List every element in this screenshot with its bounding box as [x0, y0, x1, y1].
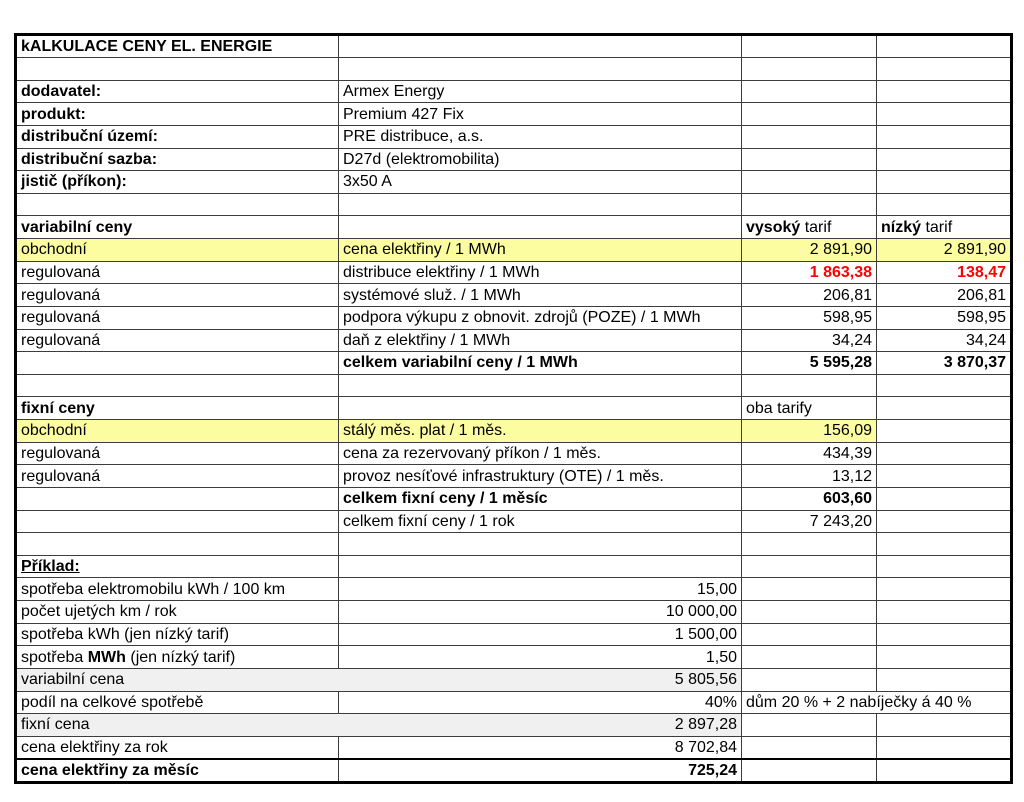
info-row-dodavatel [16, 80, 1012, 103]
empty-cell [877, 193, 1012, 216]
example-row-mwh [16, 646, 1012, 669]
empty-cell [877, 668, 1012, 691]
example-row [16, 601, 1012, 624]
tariff-word: tarif [921, 218, 953, 236]
fixed-total-year-row [16, 510, 1012, 533]
example-label [16, 646, 339, 669]
empty-cell [877, 103, 1012, 126]
total-value: 7 243,20 [742, 510, 877, 533]
total-description: celkem fixní ceny / 1 rok [339, 510, 742, 533]
empty-cell [877, 533, 1012, 556]
empty-cell [16, 193, 339, 216]
example-label: spotřeba kWh (jen nízký tarif) [16, 623, 339, 646]
info-row-jistic [16, 171, 1012, 194]
empty-cell [742, 555, 877, 578]
empty-cell [339, 397, 742, 420]
variable-total-row [16, 352, 1012, 375]
price-high: 598,95 [742, 306, 877, 329]
info-row-uzemi [16, 125, 1012, 148]
empty-cell [877, 35, 1012, 58]
empty-cell [877, 442, 1012, 465]
variable-header-row [16, 216, 1012, 239]
total-high: 5 595,28 [742, 352, 877, 375]
low-tariff-header [877, 216, 1012, 239]
spacer-row [16, 533, 1012, 556]
empty-cell [16, 533, 339, 556]
price-category: obchodní [16, 239, 339, 262]
example-row [16, 623, 1012, 646]
empty-cell [742, 148, 877, 171]
example-row [16, 578, 1012, 601]
price-value: 13,12 [742, 465, 877, 488]
info-label: produkt: [16, 103, 339, 126]
empty-cell [339, 374, 742, 397]
price-description: distribuce elektřiny / 1 MWh [339, 261, 742, 284]
price-row [16, 420, 1012, 443]
example-label: podíl na celkové spotřebě [16, 691, 339, 714]
empty-cell [877, 125, 1012, 148]
price-category: regulovaná [16, 261, 339, 284]
example-label: cena elektřiny za měsíc [16, 759, 339, 783]
empty-cell [16, 487, 339, 510]
price-category: regulovaná [16, 465, 339, 488]
tariff-word: tarif [800, 218, 832, 236]
both-tariffs-header: oba tarify [742, 397, 877, 420]
label-bold: MWh [87, 648, 126, 666]
fixed-header-row [16, 397, 1012, 420]
empty-cell [877, 397, 1012, 420]
price-value: 434,39 [742, 442, 877, 465]
price-description: cena za rezervovaný příkon / 1 měs. [339, 442, 742, 465]
example-header-row [16, 555, 1012, 578]
empty-cell [16, 374, 339, 397]
empty-cell [742, 759, 877, 783]
empty-cell [742, 58, 877, 81]
price-description: systémové služ. / 1 MWh [339, 284, 742, 307]
fixed-total-month-row [16, 487, 1012, 510]
empty-cell [339, 193, 742, 216]
price-description: provoz nesíťové infrastruktury (OTE) / 1 měs. [339, 465, 742, 488]
empty-cell [742, 578, 877, 601]
empty-cell [339, 216, 742, 239]
empty-cell [877, 148, 1012, 171]
spacer-row [16, 374, 1012, 397]
info-value: D27d (elektromobilita) [339, 148, 742, 171]
example-value: 8 702,84 [339, 736, 742, 759]
price-row [16, 329, 1012, 352]
price-low: 206,81 [877, 284, 1012, 307]
price-low: 2 891,90 [877, 239, 1012, 262]
price-description: stálý měs. plat / 1 měs. [339, 420, 742, 443]
share-note: dům 20 % + 2 nabíječky á 40 % [742, 691, 1012, 714]
example-header [16, 555, 339, 578]
price-category: regulovaná [16, 329, 339, 352]
empty-cell [877, 601, 1012, 624]
price-high: 1 863,38 [742, 261, 877, 284]
merged-label-value-cell [16, 668, 742, 691]
price-category: regulovaná [16, 284, 339, 307]
calculation-table [14, 33, 1013, 784]
empty-cell [339, 555, 742, 578]
example-label: cena elektřiny za rok [16, 736, 339, 759]
empty-cell [339, 35, 742, 58]
price-category: obchodní [16, 420, 339, 443]
info-value: Premium 427 Fix [339, 103, 742, 126]
price-row [16, 306, 1012, 329]
price-row [16, 442, 1012, 465]
section-header: fixní ceny [16, 397, 339, 420]
example-value: 10 000,00 [339, 601, 742, 624]
info-label: distribuční území: [16, 125, 339, 148]
low-tariff-word: nízký [881, 218, 922, 236]
empty-cell [742, 714, 877, 737]
empty-cell [877, 465, 1012, 488]
price-low: 598,95 [877, 306, 1012, 329]
empty-cell [877, 623, 1012, 646]
example-value: 725,24 [339, 759, 742, 783]
empty-cell [877, 80, 1012, 103]
info-value: Armex Energy [339, 80, 742, 103]
empty-cell [742, 125, 877, 148]
example-month-row [16, 759, 1012, 783]
price-row [16, 465, 1012, 488]
example-value: 1 500,00 [339, 623, 742, 646]
high-tariff-header [742, 216, 877, 239]
empty-cell [742, 736, 877, 759]
empty-cell [16, 58, 339, 81]
total-description: celkem fixní ceny / 1 měsíc [339, 487, 742, 510]
info-row-produkt [16, 103, 1012, 126]
price-category: regulovaná [16, 306, 339, 329]
spreadsheet [14, 33, 1013, 784]
empty-cell [339, 58, 742, 81]
empty-cell [877, 736, 1012, 759]
spacer-row [16, 193, 1012, 216]
info-label: dodavatel: [16, 80, 339, 103]
empty-cell [877, 759, 1012, 783]
price-row [16, 284, 1012, 307]
empty-cell [742, 668, 877, 691]
total-low: 3 870,37 [877, 352, 1012, 375]
empty-cell [877, 374, 1012, 397]
info-value: 3x50 A [339, 171, 742, 194]
price-row [16, 261, 1012, 284]
empty-cell [877, 510, 1012, 533]
price-high: 206,81 [742, 284, 877, 307]
example-variable-total-row [16, 668, 1012, 691]
empty-cell [877, 578, 1012, 601]
example-year-row [16, 736, 1012, 759]
price-description: cena elektřiny / 1 MWh [339, 239, 742, 262]
example-value: 1,50 [339, 646, 742, 669]
spacer-row [16, 58, 1012, 81]
total-description: celkem variabilní ceny / 1 MWh [339, 352, 742, 375]
empty-cell [16, 352, 339, 375]
example-value: 5 805,56 [674, 671, 737, 689]
empty-cell [742, 35, 877, 58]
example-label: fixní cena [21, 716, 90, 734]
empty-cell [877, 555, 1012, 578]
total-value: 603,60 [742, 487, 877, 510]
empty-cell [877, 171, 1012, 194]
price-value: 156,09 [742, 420, 877, 443]
empty-cell [742, 533, 877, 556]
example-label: variabilní cena [21, 671, 125, 689]
example-fixed-total-row [16, 714, 1012, 737]
empty-cell [877, 646, 1012, 669]
empty-cell [742, 80, 877, 103]
price-low: 34,24 [877, 329, 1012, 352]
empty-cell [877, 58, 1012, 81]
high-tariff-word: vysoký [746, 218, 801, 236]
page-title: kALKULACE CENY EL. ENERGIE [16, 35, 339, 58]
example-label: spotřeba elektromobilu kWh / 100 km [16, 578, 339, 601]
example-value: 15,00 [339, 578, 742, 601]
empty-cell [742, 103, 877, 126]
example-value: 40% [339, 691, 742, 714]
price-description: podpora výkupu z obnovit. zdrojů (POZE) / 1 MWh [339, 306, 742, 329]
label-pre: spotřeba [21, 648, 88, 666]
price-row [16, 239, 1012, 262]
info-value: PRE distribuce, a.s. [339, 125, 742, 148]
empty-cell [742, 171, 877, 194]
price-high: 34,24 [742, 329, 877, 352]
example-label: počet ujetých km / rok [16, 601, 339, 624]
info-label: jistič (příkon): [16, 171, 339, 194]
empty-cell [877, 714, 1012, 737]
example-share-row [16, 691, 1012, 714]
empty-cell [742, 193, 877, 216]
example-header-text: Příklad: [21, 558, 80, 576]
example-value: 2 897,28 [674, 716, 737, 734]
empty-cell [742, 601, 877, 624]
label-post: (jen nízký tarif) [125, 648, 236, 666]
empty-cell [742, 374, 877, 397]
empty-cell [16, 510, 339, 533]
price-category: regulovaná [16, 442, 339, 465]
info-label: distribuční sazba: [16, 148, 339, 171]
empty-cell [877, 487, 1012, 510]
merged-label-value-cell [16, 714, 742, 737]
empty-cell [877, 420, 1012, 443]
empty-cell [742, 623, 877, 646]
price-high: 2 891,90 [742, 239, 877, 262]
section-header: variabilní ceny [16, 216, 339, 239]
title-row [16, 35, 1012, 58]
price-low: 138,47 [877, 261, 1012, 284]
empty-cell [742, 646, 877, 669]
price-description: daň z elektřiny / 1 MWh [339, 329, 742, 352]
info-row-sazba [16, 148, 1012, 171]
empty-cell [339, 533, 742, 556]
